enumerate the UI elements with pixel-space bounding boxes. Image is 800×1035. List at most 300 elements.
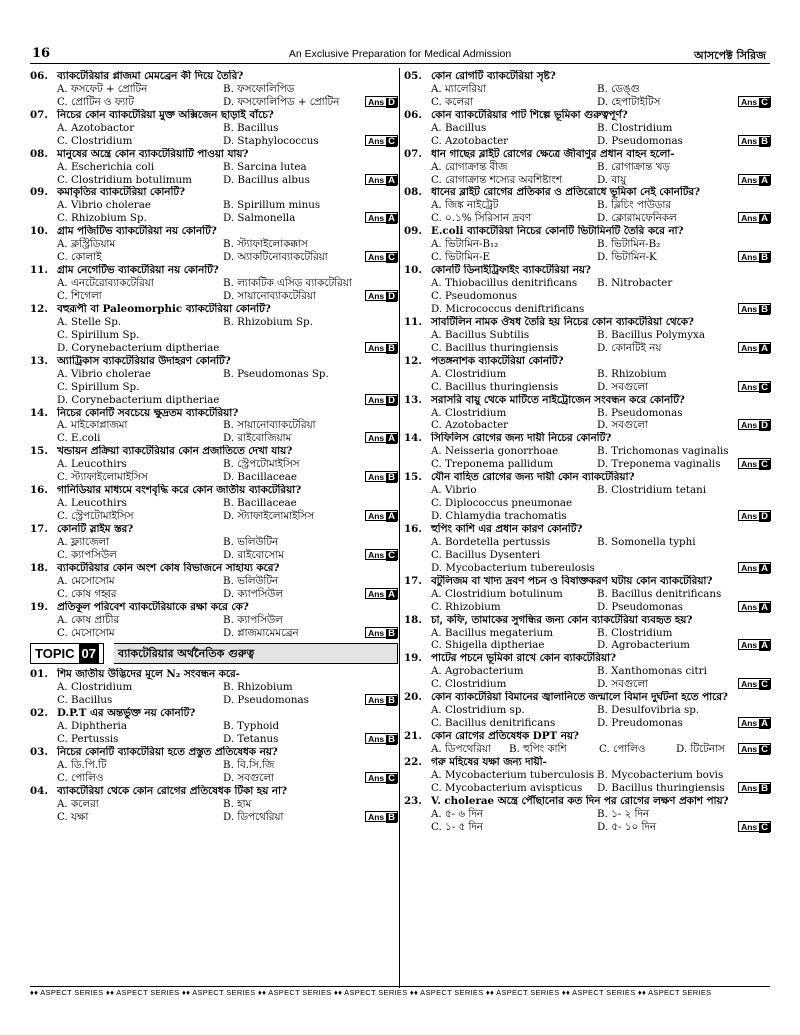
option-a[interactable]: A. Clostridium bbox=[431, 367, 507, 380]
option-row bbox=[30, 432, 398, 445]
option-c[interactable]: C. কোষ গহ্বর bbox=[57, 587, 117, 600]
question-block bbox=[30, 484, 398, 523]
option-a[interactable]: A. Mycobacterium tuberculosis bbox=[431, 768, 595, 781]
option-b[interactable]: B. Typhoid bbox=[223, 720, 280, 733]
question-text bbox=[404, 264, 771, 277]
option-b[interactable]: B. Nitrobacter bbox=[597, 277, 673, 290]
question-number: 11. bbox=[404, 315, 422, 328]
option-a[interactable]: A. রোগাক্রান্ত বীজ bbox=[431, 160, 508, 173]
option-a[interactable]: A. ক্লস্ট্রিডিয়াম bbox=[57, 238, 116, 251]
option-row bbox=[404, 83, 771, 96]
answer-badge: Ans B bbox=[738, 303, 771, 314]
option-c[interactable]: C. Bacillus denitrificans bbox=[431, 717, 556, 730]
option-a[interactable]: A. Leucothirs bbox=[57, 458, 127, 471]
question-number: 21. bbox=[404, 730, 422, 743]
question-text bbox=[404, 316, 771, 329]
option-b[interactable]: B. Bacillus Polymyxa bbox=[597, 328, 706, 341]
question-stem: D.P.T এর অন্তর্ভুক্ত নয় কোনটি? bbox=[57, 707, 196, 720]
option-row bbox=[30, 458, 398, 471]
option-b[interactable]: B. Rhizobium bbox=[223, 681, 293, 694]
question-number: 09. bbox=[404, 225, 422, 238]
question-text bbox=[30, 186, 398, 199]
option-row bbox=[30, 549, 398, 562]
question-text bbox=[30, 523, 398, 536]
option-d[interactable]: D. Pseudomonas bbox=[597, 134, 683, 147]
option-b[interactable]: B. রোগাক্রান্ত খড় bbox=[597, 160, 670, 173]
option-row bbox=[404, 135, 771, 148]
footer-text: ASPECT SERIES bbox=[116, 988, 182, 997]
option-a[interactable]: A. Clostridium sp. bbox=[431, 704, 525, 717]
option-b[interactable]: B. Trichomonas vaginalis bbox=[597, 445, 729, 458]
option-d[interactable]: D. সবগুলো bbox=[597, 678, 648, 691]
option-c[interactable]: C. স্ট্রেপটোমাইসিস bbox=[57, 510, 134, 523]
question-stem: ব্যাকটেরিয়ার কোন অংশ কোষ বিভাজনে সাহায্য করে? bbox=[57, 561, 280, 574]
option-d[interactable]: D. ভিটামিন-K bbox=[597, 251, 657, 264]
option-c[interactable]: C. Treponema pallidum bbox=[431, 458, 554, 471]
option-row bbox=[404, 627, 771, 640]
option-d[interactable]: D. ফসফোলিপিড + প্রোটিন bbox=[223, 95, 340, 108]
option-b[interactable]: B. ভলিউটিন bbox=[223, 574, 279, 587]
question-stem: বটুলিজম বা খাদ্য দ্রবণ পচন ও বিষাক্তকরণ ঘটায় কোন ব্যাকটেরিয়া? bbox=[431, 574, 713, 587]
answer-letter: D bbox=[761, 420, 768, 432]
series-name: আসপেক্ট সিরিজ bbox=[694, 49, 766, 62]
option-row bbox=[404, 601, 771, 614]
option-a[interactable]: A. Bacillus megaterium bbox=[431, 626, 553, 639]
option-b[interactable]: B. ফসফোলিপিড bbox=[223, 82, 295, 95]
option-d[interactable]: D. টিটেনাস bbox=[676, 743, 725, 756]
option-a[interactable]: A. ডিপথেরিয়া bbox=[431, 743, 491, 756]
option-b[interactable]: B. স্ট্রেপটোমাইসিস bbox=[223, 458, 300, 471]
option-a[interactable]: A. Neisseria gonorrhoae bbox=[431, 445, 559, 458]
option-c[interactable]: C. Pertussis bbox=[57, 733, 119, 746]
option-row bbox=[30, 83, 398, 96]
option-d[interactable]: D. Bacillus thuringiensis bbox=[597, 781, 725, 794]
option-a[interactable]: A. Azotobactor bbox=[57, 121, 135, 134]
option-c[interactable]: C. Mycobacterium avispticus bbox=[431, 781, 583, 794]
option-c[interactable]: C. Diplococcus pneumonae bbox=[431, 497, 573, 510]
option-row bbox=[404, 342, 771, 355]
option-a[interactable]: A. মেসোসোম bbox=[57, 574, 115, 587]
option-b[interactable]: B. Spirillum minus bbox=[223, 199, 321, 212]
question-number: 14. bbox=[404, 432, 422, 445]
answer-letter: A bbox=[388, 213, 395, 225]
question-stem: কোন রোগের প্রতিষেধক DPT নয়? bbox=[431, 730, 579, 743]
option-b[interactable]: B. ডেঙ্গু bbox=[597, 82, 640, 95]
answer-letter: C bbox=[761, 96, 768, 108]
option-c[interactable]: C. Azotobacter bbox=[431, 419, 509, 432]
question-text bbox=[30, 407, 398, 420]
option-d[interactable]: D. Preudomonas bbox=[597, 717, 683, 730]
option-a[interactable]: A. Agrobacterium bbox=[431, 665, 524, 678]
option-row bbox=[404, 588, 771, 601]
option-a[interactable]: A. Stelle Sp. bbox=[57, 315, 122, 328]
option-row bbox=[30, 122, 398, 135]
question-stem: গ্রাম নেগেটিভ ব্যাকটেরিয়া নয় কোনটি? bbox=[57, 264, 219, 277]
option-d[interactable]: D. Mycobacterium tubereulosis bbox=[431, 561, 595, 574]
option-row bbox=[404, 407, 771, 420]
question-text bbox=[404, 614, 771, 627]
option-d[interactable]: D. বায়ু bbox=[597, 173, 627, 186]
option-b[interactable]: B. সায়ানোব্যাকটেরিয়া bbox=[223, 419, 316, 432]
question-block bbox=[404, 756, 771, 795]
option-a[interactable]: A. Bacillus bbox=[431, 121, 487, 134]
option-d[interactable]: D. Pseudomonas bbox=[223, 694, 309, 707]
question-stem: সরাসরি বায়ু থেকে মাটিতে নাইট্রোজেন সংবন্ধন করে কোনটি? bbox=[431, 393, 685, 406]
answer-badge: Ans C bbox=[738, 821, 771, 832]
option-a[interactable]: A. Vibrio bbox=[431, 484, 477, 497]
option-d[interactable]: D. Corynebacterium diptheriae bbox=[57, 393, 220, 406]
question-stem: কোনটি স্লাইম স্তর? bbox=[57, 522, 134, 535]
question-block bbox=[404, 264, 771, 316]
question-block bbox=[404, 186, 771, 225]
option-a[interactable]: A. ম্যালেরিয়া bbox=[431, 82, 487, 95]
question-number: 03. bbox=[30, 746, 48, 759]
question-number: 10. bbox=[30, 225, 48, 238]
option-b[interactable]: B. Bacillus denitrificans bbox=[597, 587, 722, 600]
option-d[interactable]: D. ৫- ১০ দিন bbox=[597, 820, 657, 833]
option-b[interactable]: B. স্ট্যাফাইলোকক্কাস bbox=[223, 238, 308, 251]
answer-badge: Ans B bbox=[365, 694, 398, 705]
question-block bbox=[30, 707, 398, 746]
question-number: 20. bbox=[404, 691, 422, 704]
answer-letter: A bbox=[388, 433, 395, 445]
answer-letter: D bbox=[761, 511, 768, 523]
topic-label bbox=[30, 643, 104, 664]
answer-letter: D bbox=[388, 291, 395, 303]
diamond-icon: ♦♦ bbox=[105, 988, 117, 997]
option-b[interactable]: B. ক্যাপসিউল bbox=[223, 613, 283, 626]
question-text bbox=[404, 575, 771, 588]
answer-badge: Ans D bbox=[365, 290, 398, 301]
question-stem: ব্যাকটেরিয়ার প্লাজমা মেমব্রেন কী দিয়ে তৈরি? bbox=[57, 70, 244, 82]
option-d[interactable]: D. সায়ানোব্যাকটেরিয়া bbox=[223, 290, 316, 303]
option-c[interactable]: C. শিগেলা bbox=[57, 290, 102, 303]
option-b[interactable]: B. ল্যাকটিক এসিড ব্যাকটেরিয়া bbox=[223, 277, 352, 290]
question-number: 23. bbox=[404, 794, 422, 807]
option-b[interactable]: B. ভলিউটিন bbox=[223, 535, 279, 548]
question-text bbox=[30, 70, 398, 83]
option-d[interactable]: D. ক্লোরামফেনিকল bbox=[597, 212, 677, 225]
question-stem: ধান গাছের ব্লাইট রোগের ক্ষেত্রে জীবাণুর প্রধান বাহন হলো- bbox=[431, 147, 675, 160]
option-row bbox=[404, 665, 771, 678]
answer-letter: C bbox=[761, 821, 768, 833]
option-b[interactable]: B. Clostridium bbox=[597, 626, 673, 639]
question-block bbox=[30, 601, 398, 640]
answer-letter: C bbox=[388, 252, 395, 264]
option-row bbox=[404, 303, 771, 316]
question-stem: কোনটি ডিনাইট্রিফাইং ব্যাকটেরিয়া নয়? bbox=[431, 264, 591, 277]
question-text bbox=[404, 225, 771, 238]
option-c[interactable]: C. ক্যাপসিউল bbox=[57, 548, 117, 561]
answer-letter: C bbox=[388, 549, 395, 561]
option-c[interactable]: C. Rhizobium bbox=[431, 600, 501, 613]
option-b[interactable]: B. হাম bbox=[223, 797, 252, 810]
option-d[interactable]: D. Corynebacterium diptheriae bbox=[57, 341, 220, 354]
question-text bbox=[30, 264, 398, 277]
answer-letter: A bbox=[761, 562, 768, 574]
option-c[interactable]: C. পোলিও bbox=[57, 772, 104, 785]
option-b[interactable]: B. Clostridium bbox=[597, 121, 673, 134]
option-d[interactable]: D. স্ট্যাফাইলোমাইসিস bbox=[223, 510, 315, 523]
question-text bbox=[30, 225, 398, 238]
question-text bbox=[404, 186, 771, 199]
option-d[interactable]: D. Treponema vaginalis bbox=[597, 458, 721, 471]
option-a[interactable]: A. Bordetella pertussis bbox=[431, 535, 551, 548]
option-c[interactable]: C. Bacillus thuringiensis bbox=[431, 380, 559, 393]
answer-letter: D bbox=[388, 394, 395, 406]
option-row bbox=[30, 394, 398, 407]
option-c[interactable]: C. Clostridium botulimum bbox=[57, 173, 192, 186]
option-c[interactable]: C. Clostridium bbox=[57, 134, 133, 147]
question-text bbox=[30, 562, 398, 575]
option-b[interactable]: B. Rhizobium bbox=[597, 367, 667, 380]
option-d[interactable]: D. Micrococcus deniftrificans bbox=[431, 302, 585, 315]
option-b[interactable]: B. Clostridium tetani bbox=[597, 484, 707, 497]
option-c[interactable]: C. কলেরা bbox=[431, 95, 473, 108]
question-block bbox=[30, 523, 398, 562]
option-row bbox=[30, 290, 398, 303]
question-block bbox=[404, 148, 771, 187]
option-c[interactable]: C. Bacillus thuringiensis bbox=[431, 341, 559, 354]
question-stem: নিচের কোন ব্যাকটেরিয়া মুক্ত অক্সিজেন ছাড়াই বাঁচে? bbox=[57, 108, 274, 121]
option-row bbox=[30, 381, 398, 394]
option-row bbox=[30, 614, 398, 627]
option-a[interactable]: A. Leucothirs bbox=[57, 497, 127, 510]
option-d[interactable]: D. ক্যাপসিউল bbox=[223, 587, 284, 600]
option-b[interactable]: B. হুপিং কাশি bbox=[509, 743, 567, 756]
option-a[interactable]: A. Escherichia coli bbox=[57, 160, 155, 173]
question-stem: সাবটিলিন নামক ঔষধ তৈরি হয় নিচের কোন ব্যাকটেরিয়া থেকে? bbox=[431, 315, 694, 328]
option-d[interactable]: D. অ্যাকটিনোব্যাকটেরিয়া bbox=[223, 251, 328, 264]
option-d[interactable]: D. Bacillaceae bbox=[223, 471, 298, 484]
option-c[interactable]: C. Rhizobium Sp. bbox=[57, 212, 147, 225]
option-row bbox=[404, 174, 771, 187]
answer-letter: A bbox=[761, 718, 768, 730]
option-a[interactable]: A. ভিটামিন-B₁₂ bbox=[431, 238, 499, 251]
option-c[interactable]: C. E.coli bbox=[57, 432, 101, 445]
question-text bbox=[404, 691, 771, 704]
option-row bbox=[30, 251, 398, 264]
option-c[interactable]: C. Azotobacter bbox=[431, 134, 509, 147]
answer-badge: Ans B bbox=[365, 811, 398, 822]
option-b[interactable]: B. Desulfovibria sp. bbox=[597, 704, 700, 717]
option-c[interactable]: C. Pseudomonus bbox=[431, 290, 518, 303]
option-a[interactable]: A. কলেরা bbox=[57, 797, 99, 810]
option-d[interactable]: D. সবগুলো bbox=[597, 419, 648, 432]
option-d[interactable]: D. Salmonella bbox=[223, 212, 296, 225]
question-text bbox=[30, 303, 398, 316]
option-row bbox=[30, 238, 398, 251]
option-b[interactable]: B. বি.সি.জি bbox=[223, 759, 275, 772]
option-b[interactable]: B. Bacillaceae bbox=[223, 497, 297, 510]
question-number: 19. bbox=[404, 652, 422, 665]
option-d[interactable]: D. Staphylococcus bbox=[223, 134, 319, 147]
question-block bbox=[30, 562, 398, 601]
answer-badge: Ans B bbox=[365, 471, 398, 482]
option-c[interactable]: C. Spirillum Sp. bbox=[57, 380, 140, 393]
option-b[interactable]: B. Bacillus bbox=[223, 121, 279, 134]
answer-badge: Ans A bbox=[365, 510, 398, 521]
question-number: 16. bbox=[30, 484, 48, 497]
answer-badge: Ans C bbox=[738, 381, 771, 392]
option-a[interactable]: A. ফসফেট + প্রোটিন bbox=[57, 82, 148, 95]
option-b[interactable]: B. ব্লিচিং পাউডার bbox=[597, 199, 672, 212]
question-number: 04. bbox=[30, 784, 48, 797]
option-c[interactable]: C. Clostridium bbox=[431, 678, 507, 691]
option-a[interactable]: A. জিঙ্ক নাইট্রেট bbox=[431, 199, 499, 212]
option-row bbox=[30, 575, 398, 588]
option-c[interactable]: C. Bacillus Dysenteri bbox=[431, 548, 541, 561]
option-d[interactable]: D. হেপাটাইটিস bbox=[597, 95, 661, 108]
option-c[interactable]: C. প্রোটিন ও ফ্যাট bbox=[57, 95, 134, 108]
option-c[interactable]: C. স্ট্যাফাইলোমাইসিস bbox=[57, 471, 148, 484]
answer-badge: Ans A bbox=[738, 717, 771, 728]
option-d[interactable]: D. Agrobacterium bbox=[597, 639, 690, 652]
option-a[interactable]: A. Diphtheria bbox=[57, 720, 127, 733]
question-text bbox=[404, 432, 771, 445]
option-a[interactable]: A. কোষ প্রাচীর bbox=[57, 613, 120, 626]
question-block bbox=[30, 186, 398, 225]
option-d[interactable]: D. রাইবোজিয়াম bbox=[223, 432, 292, 445]
option-c[interactable]: C. মেসোসোম bbox=[57, 626, 115, 639]
option-row bbox=[404, 782, 771, 795]
option-b[interactable]: B. Mycobacterium bovis bbox=[597, 768, 724, 781]
question-stem: বহুরূপী বা Paleomorphic ব্যাকটেরিয়া কোনটি? bbox=[57, 302, 271, 315]
question-text bbox=[30, 668, 398, 681]
option-a[interactable]: A. Clostridium bbox=[431, 406, 507, 419]
option-c[interactable]: C. ১- ৫ দিন bbox=[431, 820, 483, 833]
answer-letter: A bbox=[388, 174, 395, 186]
answer-letter: B bbox=[761, 782, 768, 794]
option-row bbox=[404, 704, 771, 717]
question-block bbox=[30, 70, 398, 109]
question-block bbox=[404, 471, 771, 523]
option-b[interactable]: B. Rhizobium Sp. bbox=[223, 315, 313, 328]
option-c[interactable]: C. যক্ষা bbox=[57, 810, 89, 823]
option-a[interactable]: A. Vibrio cholerae bbox=[57, 199, 151, 212]
question-block bbox=[404, 614, 771, 653]
option-row bbox=[404, 96, 771, 109]
option-row bbox=[404, 122, 771, 135]
question-stem: নিচের কোনটি ব্যাকটেরিয়া হতে প্রস্তুত প্রতিষেধক নয়? bbox=[57, 746, 278, 759]
option-a[interactable]: A. Clostridium bbox=[57, 681, 133, 694]
question-text bbox=[404, 652, 771, 665]
option-b[interactable]: B. Sarcina lutea bbox=[223, 160, 307, 173]
option-b[interactable]: B. Pseudomonas bbox=[597, 406, 683, 419]
question-block bbox=[404, 225, 771, 264]
question-block bbox=[404, 575, 771, 614]
option-a[interactable]: A. এনটেরোব্যাকটেরিয়া bbox=[57, 277, 154, 290]
option-d[interactable]: D. সবগুলো bbox=[597, 380, 648, 393]
option-b[interactable]: B. Pseudomonas Sp. bbox=[223, 367, 329, 380]
answer-letter: B bbox=[388, 695, 395, 707]
question-block bbox=[404, 523, 771, 575]
option-c[interactable]: C. Spirillum Sp. bbox=[57, 328, 140, 341]
option-row bbox=[30, 277, 398, 290]
question-text bbox=[404, 70, 771, 83]
answer-badge: Ans B bbox=[365, 627, 398, 638]
question-block bbox=[30, 407, 398, 446]
question-number: 18. bbox=[404, 613, 422, 626]
option-a[interactable]: A. Vibrio cholerae bbox=[57, 367, 151, 380]
page-number: 16 bbox=[32, 46, 51, 61]
option-d[interactable]: D. রাইবোসোম bbox=[223, 548, 284, 561]
option-c[interactable]: C. পোলিও bbox=[599, 743, 646, 756]
question-stem: E.coli ব্যাকটেরিয়া নিচের কোনটি ভিটামিনটি তৈরি করে না? bbox=[431, 225, 684, 238]
option-d[interactable]: D. কোনটিই নয় bbox=[597, 341, 662, 354]
option-a[interactable]: A. Thiobacillus denitrificans bbox=[431, 277, 578, 290]
option-d[interactable]: D. ডিপথেরিয়া bbox=[223, 810, 284, 823]
option-c[interactable]: C. Bacillus bbox=[57, 694, 113, 707]
question-block bbox=[30, 148, 398, 187]
option-c[interactable]: C. ভিটামিন-E bbox=[431, 251, 491, 264]
question-block bbox=[30, 746, 398, 785]
option-d[interactable]: D. Bacillus albus bbox=[223, 173, 310, 186]
answer-badge: Ans D bbox=[365, 96, 398, 107]
option-b[interactable]: B. Somonella typhi bbox=[597, 535, 696, 548]
option-b[interactable]: B. Xanthomonas citri bbox=[597, 665, 707, 678]
question-number: 15. bbox=[404, 471, 422, 484]
question-number: 07. bbox=[404, 147, 422, 160]
option-d[interactable]: D. Pseudomonas bbox=[597, 600, 683, 613]
footer-text: ASPECT SERIES bbox=[268, 988, 334, 997]
option-b[interactable]: B. ভিটামিন-B₂ bbox=[597, 238, 661, 251]
option-a[interactable]: A. Clostridium botulinum bbox=[431, 587, 563, 600]
question-block bbox=[404, 691, 771, 730]
question-text bbox=[404, 523, 771, 536]
option-d[interactable]: D. প্লাজমামেমব্রেন bbox=[223, 626, 299, 639]
option-c[interactable]: C. ০.১% সিরিসান দ্রবণ bbox=[431, 212, 532, 225]
option-a[interactable]: A. মাইকোপ্লাজমা bbox=[57, 419, 128, 432]
answer-badge: Ans A bbox=[738, 212, 771, 223]
answer-letter: B bbox=[761, 135, 768, 147]
answer-badge: Ans C bbox=[365, 549, 398, 560]
answer-letter: B bbox=[388, 342, 395, 354]
option-c[interactable]: C. কোলাই bbox=[57, 251, 102, 264]
option-d[interactable]: D. সবগুলো bbox=[223, 772, 274, 785]
option-a[interactable]: A. ৫- ৬ দিন bbox=[431, 807, 483, 820]
option-c[interactable]: C. রোগাক্রান্ত শস্যের অবশিষ্টাংশ bbox=[431, 173, 562, 186]
question-number: 12. bbox=[404, 354, 422, 367]
question-stem: নিচের কোনটি সবচেয়ে ক্ষুদ্রতম ব্যাকটেরিয়া? bbox=[57, 406, 239, 419]
question-block bbox=[404, 70, 771, 109]
option-d[interactable]: D. Tetanus bbox=[223, 733, 279, 746]
option-c[interactable]: C. Shigella diptheriae bbox=[431, 639, 545, 652]
option-a[interactable]: A. ডি.পি.টি bbox=[57, 759, 107, 772]
question-text bbox=[404, 394, 771, 407]
option-b[interactable]: B. ১- ২ দিন bbox=[597, 807, 650, 820]
question-text bbox=[30, 707, 398, 720]
answer-letter: A bbox=[388, 588, 395, 600]
question-stem: কমাকৃতির ব্যাকটেরিয়া কোনটি? bbox=[57, 186, 186, 199]
option-a[interactable]: A. Bacillus Subtilis bbox=[431, 328, 530, 341]
answer-badge: Ans C bbox=[738, 678, 771, 689]
question-stem: কোন ব্যাকটেরিয়ার পাট শিল্পে ভূমিকা গুরুত্বপূর্ণ? bbox=[431, 108, 628, 121]
question-number: 15. bbox=[30, 445, 48, 458]
option-a[interactable]: A. ফ্ল্যাজেলা bbox=[57, 535, 110, 548]
question-stem: প্রতিকূল পরিবেশ ব্যাকটেরিয়াকে রক্ষা করে কে? bbox=[57, 600, 249, 613]
question-block bbox=[30, 445, 398, 484]
question-text bbox=[30, 109, 398, 122]
question-number: 17. bbox=[30, 522, 48, 535]
option-d[interactable]: D. Chlamydia trachomatis bbox=[431, 510, 567, 523]
question-number: 19. bbox=[30, 600, 48, 613]
diamond-icon: ♦♦ bbox=[485, 988, 497, 997]
footer-strip bbox=[30, 986, 770, 997]
option-row bbox=[404, 562, 771, 575]
answer-badge: Ans B bbox=[738, 251, 771, 262]
left-column bbox=[30, 70, 398, 824]
